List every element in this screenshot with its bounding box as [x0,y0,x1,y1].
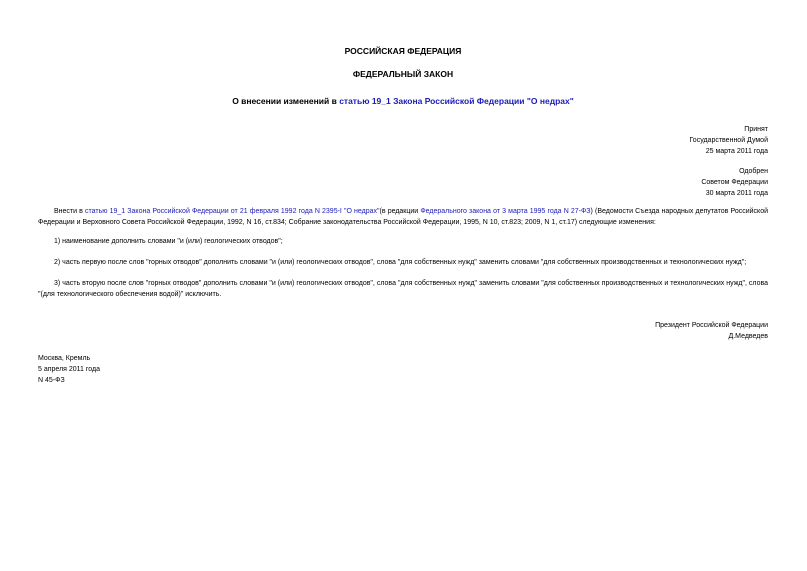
federal-law-link[interactable]: Федерального закона от 3 марта 1995 года N 27-ФЗ [420,208,591,215]
signature-block [655,321,768,343]
place-date-block [38,354,100,387]
document [38,0,768,571]
item-2: 2) часть первую после слов "горных отводов" дополнить словами "и (или) геологических отводов", слова "для собственных нужд" заменить словами "для собственных производственных и технологических нужд"; [54,259,747,266]
approved-block [701,167,768,200]
adopted-line1: Принят [744,126,768,133]
adopted-block [689,125,768,158]
adopted-date: 25 марта 2011 года [705,147,768,155]
country-heading: РОССИЙСКАЯ ФЕДЕРАЦИЯ [344,46,462,56]
item-3: 3) часть вторую после слов "горных отводов" дополнить словами "и (или) геологических отводов", слова "для собственных нужд" заменить словами "для собственных производственных и технологических нужд", слова "(для технологического обеспечения водой)" исключить. [38,280,768,298]
signatory-position: Президент Российской Федерации [655,322,768,329]
intro-prefix: Внести в [54,208,86,215]
signing-place: Москва, Кремль [38,355,91,362]
intro-paragraph [38,207,768,229]
signing-date: 5 апреля 2011 года [38,365,101,373]
law-type-heading: ФЕДЕРАЛЬНЫЙ ЗАКОН [352,69,454,79]
approved-date: 30 марта 2011 года [705,189,768,197]
law-title-prefix: О внесении изменений в [232,96,340,106]
item-1: 1) наименование дополнить словами "и (или) геологических отводов"; [54,238,283,245]
law-number: N 45-ФЗ [38,376,65,384]
article-link[interactable]: статью 19_1 Закона Российской Федерации от 21 февраля 1992 года N 2395-I "О недрах" [85,208,380,215]
signatory-name: Д.Медведев [728,332,768,340]
adopted-line2: Государственной Думой [689,136,768,144]
intro-mid: (в редакции [379,208,421,215]
law-title-link[interactable]: статью 19_1 Закона Российской Федерации "О недрах" [339,96,574,106]
law-title [38,95,768,107]
approved-line2: Советом Федерации [701,178,768,186]
approved-line1: Одобрен [739,168,768,175]
intro-suffix: ) (Ведомости Съезда народных депутатов Российской Федерации и Верховного Совета Российской Федерации, 1992, N 16, ст.834; Собрание законодательства Российской Федерации, 1995, N 10, ст.823; 2009, N 1, ст.17) следующие изменения: [38,208,769,226]
